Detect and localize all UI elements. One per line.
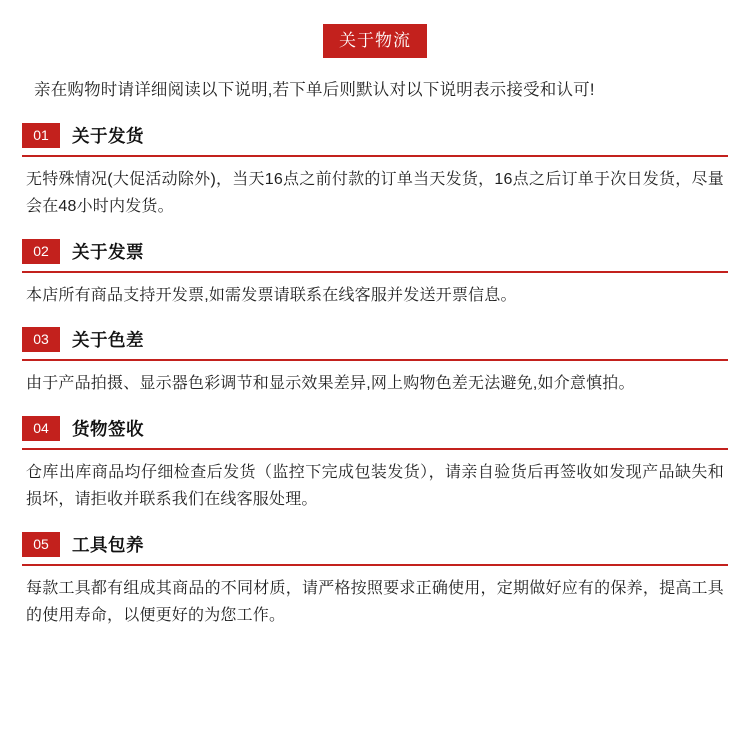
section-number-badge: 04 — [22, 416, 60, 441]
section-01 — [22, 117, 728, 231]
section-number-badge: 03 — [22, 327, 60, 352]
intro-text: 亲在购物时请详细阅读以下说明,若下单后则默认对以下说明表示接受和认可! — [34, 81, 595, 99]
section-title: 关于发票 — [72, 241, 144, 262]
section-number-badge: 01 — [22, 123, 60, 148]
section-03 — [22, 321, 728, 408]
section-title: 关于色差 — [72, 330, 144, 351]
section-body: 由于产品拍摄、显示器色彩调节和显示效果差异,网上购物色差无法避免,如介意慎拍。 — [26, 375, 635, 393]
section-title: 货物签收 — [72, 418, 144, 439]
section-body: 仓库出库商品均仔细检查后发货（监控下完成包装发货），请亲自验货后再签收如发现产品缺失和损坏，请拒收并联系我们在线客服处理。 — [26, 463, 724, 509]
section-title: 关于发货 — [72, 125, 144, 146]
sections-list — [0, 117, 750, 640]
section-number-badge: 02 — [22, 239, 60, 264]
section-02 — [22, 233, 728, 320]
section-body: 本店所有商品支持开发票,如需发票请联系在线客服并发送开票信息。 — [26, 286, 517, 304]
section-body: 每款工具都有组成其商品的不同材质，请严格按照要求正确使用，定期做好应有的保养，提高工具的使用寿命，以便更好的为您工作。 — [26, 579, 724, 625]
page-title-badge: 关于物流 — [323, 24, 427, 58]
page-title-container — [0, 0, 750, 58]
section-body: 无特殊情况(大促活动除外)，当天16点之前付款的订单当天发货，16点之后订单于次日发货，尽量会在48小时内发货。 — [26, 170, 724, 216]
section-header — [22, 233, 728, 271]
section-title: 工具包养 — [72, 534, 144, 555]
section-header — [22, 526, 728, 564]
section-04 — [22, 410, 728, 524]
section-header — [22, 410, 728, 448]
section-header — [22, 117, 728, 155]
section-number-badge: 05 — [22, 532, 60, 557]
section-header — [22, 321, 728, 359]
section-05 — [22, 526, 728, 640]
